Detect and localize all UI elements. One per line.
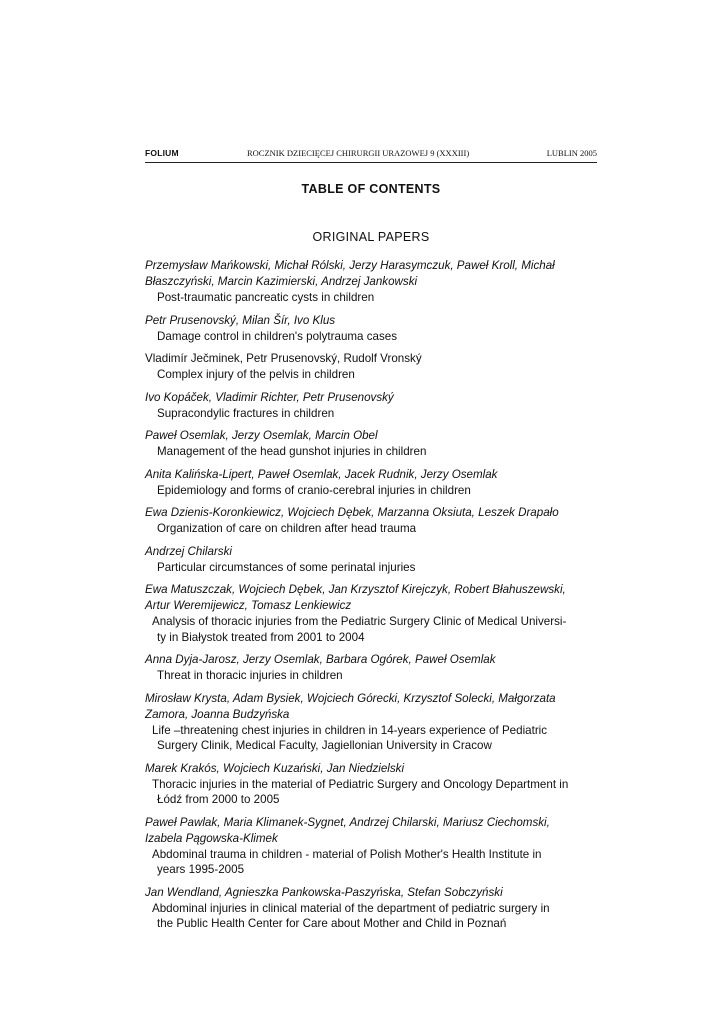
journal-title: ROCZNIK DZIECIĘCEJ CHIRURGII URAZOWEJ 9 (XXXIII) xyxy=(247,148,470,158)
entry-authors: Paweł Pawlak, Maria Klimanek-Sygnet, Andrzej Chilarski, Mariusz Ciechomski, Izabela Pągowska-Klimek xyxy=(145,815,550,845)
entry-title[interactable]: Thoracic injuries in the material of Pediatric Surgery and Oncology Department in Łódź from 2000 to 2005 xyxy=(152,777,569,806)
entry-title[interactable]: Management of the head gunshot injuries in children xyxy=(157,445,427,458)
folium-label: FOLIUM xyxy=(145,148,179,158)
toc-entry-10[interactable] xyxy=(145,652,605,684)
entry-title[interactable]: Post-traumatic pancreatic cysts in children xyxy=(157,291,375,304)
entry-authors: Ivo Kopáček, Vladimir Richter, Petr Prusenovský xyxy=(145,390,394,404)
place-year: LUBLIN 2005 xyxy=(546,148,597,158)
entry-title[interactable]: Threat in thoracic injuries in children xyxy=(157,669,343,682)
entry-authors: Paweł Osemlak, Jerzy Osemlak, Marcin Obel xyxy=(145,429,378,442)
toc-entries xyxy=(145,258,605,939)
entry-title[interactable]: Abdominal trauma in children - material of Polish Mother's Health Institute in years 1995-2005 xyxy=(152,847,542,876)
entry-title[interactable]: Particular circumstances of some perinatal injuries xyxy=(157,560,416,574)
entry-authors: Anna Dyja-Jarosz, Jerzy Osemlak, Barbara Ogórek, Paweł Osemlak xyxy=(145,653,496,666)
toc-entry-5[interactable] xyxy=(145,428,605,460)
entry-title[interactable]: Complex injury of the pelvis in children xyxy=(157,368,355,381)
entry-title[interactable]: Abdominal injuries in clinical material of the department of pediatric surgery in the Public Health Center for Care about Mother and Child in Poznań xyxy=(152,901,550,930)
toc-entry-9[interactable] xyxy=(145,582,605,645)
section-heading: ORIGINAL PAPERS xyxy=(312,230,430,244)
entry-authors: Ewa Dzienis-Koronkiewicz, Wojciech Dębek, Marzanna Oksiuta, Leszek Drapało xyxy=(145,506,559,519)
toc-entry-6[interactable] xyxy=(145,467,605,499)
entry-authors: Vladimír Ječminek, Petr Prusenovský, Rudolf Vronský xyxy=(145,352,422,365)
entry-authors: Jan Wendland, Agnieszka Pankowska-Paszyńska, Stefan Sobczyński xyxy=(145,885,503,899)
entry-authors: Ewa Matuszczak, Wojciech Dębek, Jan Krzysztof Kirejczyk, Robert Błahuszewski, Artur Weremijewicz, Tomasz Lenkiewicz xyxy=(145,583,566,612)
toc-entry-11[interactable] xyxy=(145,691,605,754)
entry-title[interactable]: Epidemiology and forms of cranio-cerebral injuries in children xyxy=(157,483,471,497)
entry-title[interactable]: Organization of care on children after head trauma xyxy=(157,522,417,535)
toc-entry-7[interactable] xyxy=(145,505,605,537)
entry-authors: Andrzej Chilarski xyxy=(145,544,232,558)
toc-entry-4[interactable] xyxy=(145,390,605,422)
entry-authors: Anita Kalińska-Lipert, Paweł Osemlak, Jacek Rudnik, Jerzy Osemlak xyxy=(145,467,498,481)
entry-authors: Mirosław Krysta, Adam Bysiek, Wojciech Górecki, Krzysztof Solecki, Małgorzata Zamora, Joanna Budzyńska xyxy=(145,691,556,721)
toc-entry-8[interactable] xyxy=(145,544,605,576)
toc-entry-2[interactable] xyxy=(145,313,605,345)
toc-entry-12[interactable] xyxy=(145,761,605,808)
running-header xyxy=(145,148,597,163)
entry-title[interactable]: Life –threatening chest injuries in children in 14-years experience of Pediatric Surgery Clinik, Medical Faculty, Jagiellonian University in Cracow xyxy=(152,723,548,752)
entry-title[interactable]: Damage control in children's polytrauma cases xyxy=(157,329,397,343)
toc-heading: TABLE OF CONTENTS xyxy=(301,182,441,196)
entry-title[interactable]: Supracondylic fractures in children xyxy=(157,406,335,420)
entry-authors: Przemysław Mańkowski, Michał Rólski, Jerzy Harasymczuk, Paweł Kroll, Michał Błaszczyński, Marcin Kazimierski, Andrzej Jankowski xyxy=(145,259,555,288)
toc-entry-3[interactable] xyxy=(145,351,605,383)
entry-authors: Marek Krakós, Wojciech Kuzański, Jan Niedzielski xyxy=(145,761,405,775)
toc-entry-13[interactable] xyxy=(145,815,605,878)
toc-entry-14[interactable] xyxy=(145,885,605,932)
entry-title[interactable]: Analysis of thoracic injuries from the Pediatric Surgery Clinic of Medical Universi- ty in Białystok treated from 2001 to 2004 xyxy=(152,615,567,644)
toc-entry-1[interactable] xyxy=(145,258,605,306)
entry-authors: Petr Prusenovský, Milan Šír, Ivo Klus xyxy=(145,313,336,327)
